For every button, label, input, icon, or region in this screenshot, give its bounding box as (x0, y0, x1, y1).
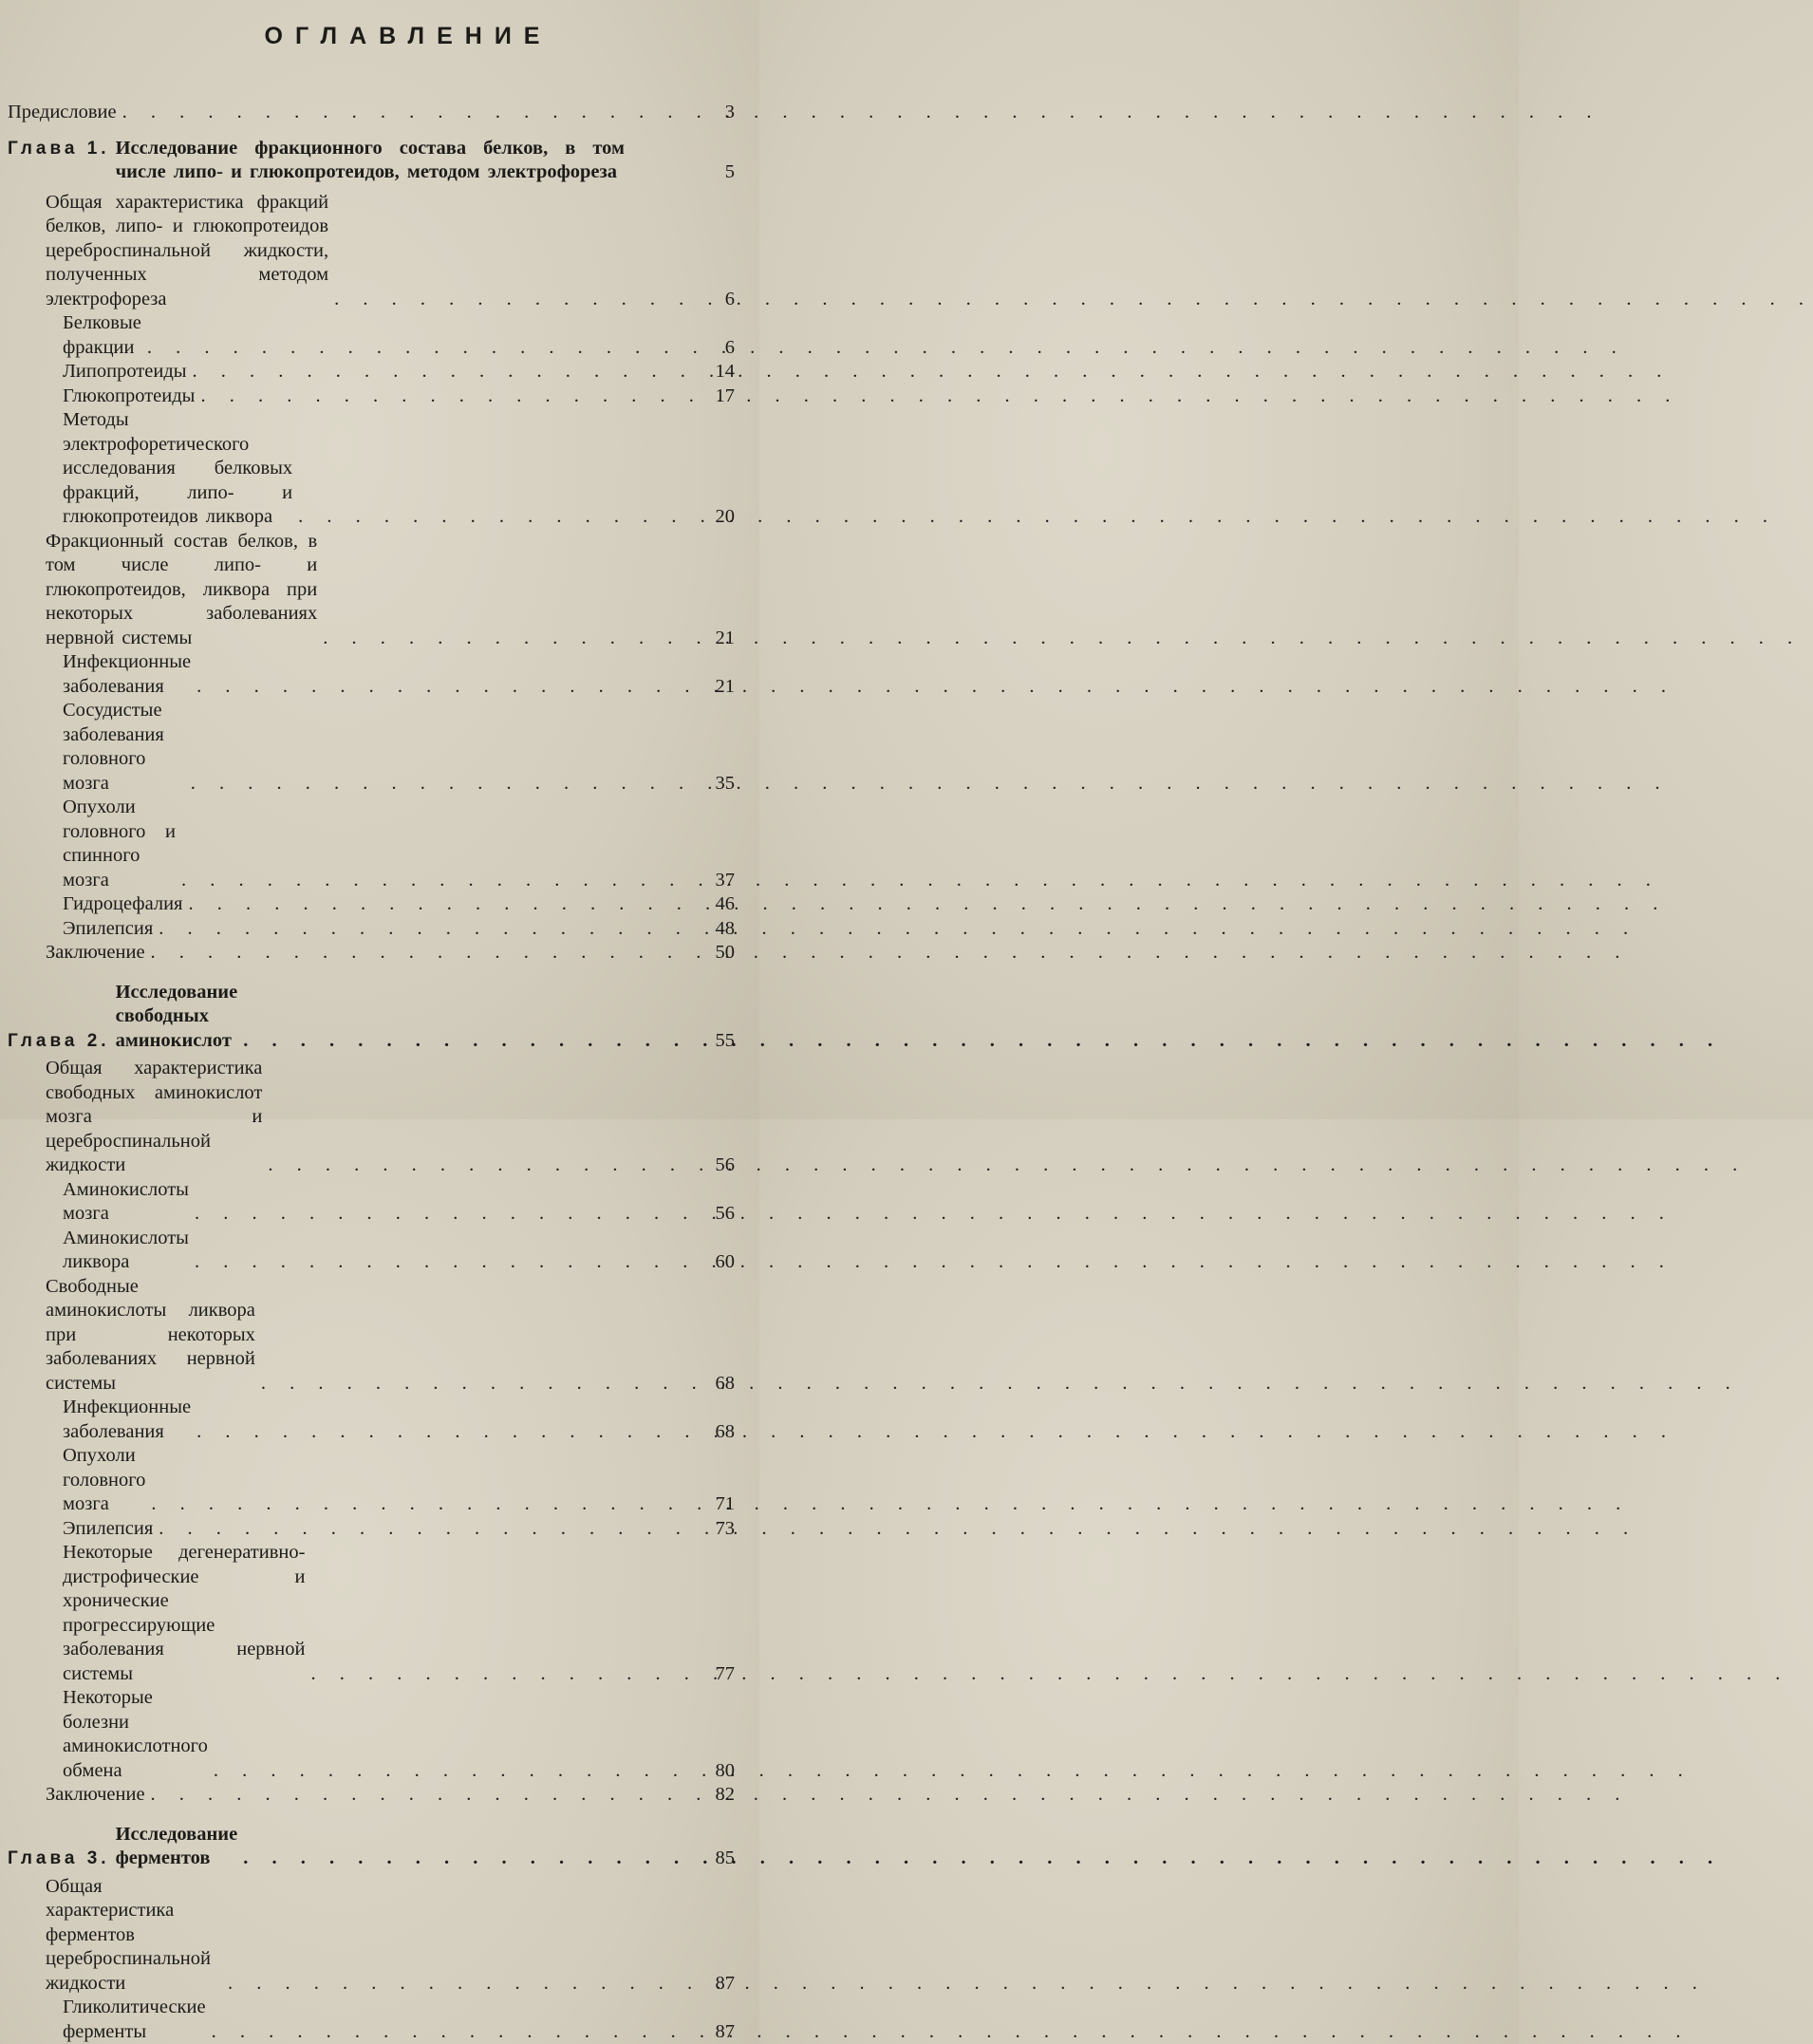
table-of-contents (0, 101, 759, 2044)
toc-entry[interactable] (0, 1227, 759, 1275)
toc-page-number: 87 (710, 2020, 735, 2044)
toc-chapter-3[interactable] (0, 1823, 759, 1871)
dot-leader (151, 941, 702, 966)
toc-page-number: 35 (710, 772, 735, 797)
dot-leader (268, 1153, 702, 1178)
book-page (0, 0, 759, 1119)
toc-entry-text: Липопротеиды (63, 360, 187, 384)
toc-entry[interactable] (0, 699, 759, 796)
toc-page-number: 50 (710, 941, 735, 966)
dot-leader (212, 2020, 702, 2044)
toc-chapter-2[interactable] (0, 981, 759, 1054)
dot-leader (334, 288, 702, 312)
toc-entry-preface[interactable] (0, 101, 759, 125)
toc-entry-text: Заключение (46, 1783, 145, 1808)
chapter-label: Глава 3. (8, 1847, 110, 1871)
toc-entry[interactable] (0, 1057, 759, 1178)
toc-page-number: 85 (710, 1847, 735, 1871)
toc-entry-text: Свободные аминокислоты ликвора при некоторых заболеваниях нервной системы (46, 1275, 255, 1397)
toc-page-number: 77 (710, 1662, 735, 1687)
toc-entry-text: Эпилепсия (63, 917, 153, 942)
toc-page-number: 6 (710, 288, 735, 312)
dot-leader (323, 627, 702, 651)
toc-entry-text: Общая характеристика ферментов цереброспинальной жидкости (46, 1875, 222, 1997)
toc-page-number: 21 (710, 675, 735, 700)
dot-leader (191, 772, 702, 797)
toc-page-number: 21 (710, 627, 735, 651)
chapter-2-entries (0, 1057, 759, 1808)
chapter-title: Исследование ферментов (116, 1823, 238, 1871)
toc-page-number: 60 (710, 1250, 735, 1275)
toc-page-number: 6 (710, 336, 735, 361)
toc-entry[interactable] (0, 941, 759, 966)
toc-entry[interactable] (0, 1875, 759, 1997)
dot-leader (151, 1783, 702, 1808)
dot-leader (196, 675, 702, 700)
toc-entry-text: Глюкопротеиды (63, 384, 195, 409)
toc-entry-text: Предисловие (8, 101, 117, 125)
toc-chapter-1[interactable] (0, 137, 759, 185)
dot-leader (193, 360, 702, 384)
dot-leader (196, 1420, 702, 1445)
chapter-label: Глава 1. (8, 137, 110, 161)
dot-leader (228, 1972, 702, 1997)
toc-page-number: 3 (710, 101, 735, 125)
toc-page-number: 37 (710, 869, 735, 893)
toc-page-number: 56 (710, 1153, 735, 1178)
toc-entry[interactable] (0, 530, 759, 651)
dot-leader (159, 917, 702, 942)
chapter-label: Глава 2. (8, 1029, 110, 1054)
toc-entry-text: Сосудистые заболевания головного мозга (63, 699, 185, 796)
toc-entry[interactable] (0, 191, 759, 312)
toc-entry[interactable] (0, 796, 759, 892)
toc-entry-text: Аминокислоты мозга (63, 1178, 189, 1227)
toc-page-number: 46 (710, 892, 735, 917)
toc-entry-text: Белковые фракции (63, 311, 141, 360)
dot-leader (243, 1029, 702, 1054)
toc-entry[interactable] (0, 1783, 759, 1808)
toc-page-number: 80 (710, 1759, 735, 1784)
dot-leader (298, 505, 702, 530)
chapter-1-entries (0, 191, 759, 966)
toc-entry[interactable] (0, 917, 759, 942)
toc-entry[interactable] (0, 408, 759, 530)
toc-page-number: 68 (710, 1372, 735, 1397)
toc-entry-text: Опухоли головного и спинного мозга (63, 796, 176, 892)
toc-entry-text: Аминокислоты ликвора (63, 1227, 189, 1275)
toc-entry[interactable] (0, 1996, 759, 2044)
toc-entry[interactable] (0, 892, 759, 917)
dot-leader (214, 1759, 702, 1784)
toc-page-number: 20 (710, 505, 735, 530)
toc-entry-text: Опухоли головного мозга (63, 1444, 145, 1517)
toc-entry[interactable] (0, 360, 759, 384)
dot-leader (159, 1517, 702, 1542)
toc-page-number: 73 (710, 1517, 735, 1542)
toc-entry-text: Эпилепсия (63, 1517, 153, 1542)
toc-page-number: 87 (710, 1972, 735, 1997)
chapter-title: Исследование фракционного состава белков, в том числе липо- и глюкопротеидов, методом электрофореза (116, 137, 710, 185)
toc-entry-text: Методы электрофоретического исследования белковых фракций, липо- и глюкопротеидов ликвора (63, 408, 292, 530)
toc-entry-text: Инфекционные заболевания (63, 650, 191, 699)
dot-leader (195, 1250, 702, 1275)
dot-leader (200, 384, 702, 409)
toc-entry-text: Гликолитические ферменты (63, 1996, 206, 2044)
toc-page-number: 68 (710, 1420, 735, 1445)
toc-entry-text: Некоторые дегенеративно-дистрофические и хронические прогрессирующие заболевания нервной системы (63, 1541, 305, 1686)
toc-entry[interactable] (0, 384, 759, 409)
toc-page-number: 71 (710, 1492, 735, 1517)
toc-page-number: 17 (710, 384, 735, 409)
toc-entry-text: Фракционный состав белков, в том числе липо- и глюкопротеидов, ликвора при некоторых заболеваниях нервной системы (46, 530, 317, 651)
dot-leader (243, 1847, 702, 1871)
toc-page-number: 82 (710, 1783, 735, 1808)
toc-entry-text: Некоторые болезни аминокислотного обмена (63, 1686, 208, 1783)
toc-entry-text: Гидроцефалия (63, 892, 182, 917)
toc-entry[interactable] (0, 1178, 759, 1227)
toc-entry-text: Общая характеристика фракций белков, липо- и глюкопротеидов цереброспинальной жидкости, полученных методом электрофореза (46, 191, 328, 312)
toc-entry[interactable] (0, 650, 759, 699)
toc-entry[interactable] (0, 1541, 759, 1686)
toc-page-number: 48 (710, 917, 735, 942)
dot-leader (195, 1202, 702, 1227)
toc-page-number: 5 (710, 160, 735, 185)
toc-page-number: 55 (710, 1029, 735, 1054)
dot-leader (151, 1492, 702, 1517)
toc-entry[interactable] (0, 1517, 759, 1542)
chapter-title: Исследование свободных аминокислот (116, 981, 238, 1054)
toc-entry[interactable] (0, 1396, 759, 1444)
toc-entry[interactable] (0, 311, 759, 360)
toc-entry[interactable] (0, 1686, 759, 1783)
dot-leader (147, 336, 702, 361)
chapter-3-entries (0, 1875, 759, 2044)
dot-leader (181, 869, 702, 893)
toc-page-number: 14 (710, 360, 735, 384)
page-title: ОГЛАВЛЕНИЕ (57, 21, 759, 51)
toc-entry-text: Общая характеристика свободных аминокислот мозга и цереброспинальной жидкости (46, 1057, 262, 1178)
dot-leader (188, 892, 702, 917)
dot-leader (261, 1372, 702, 1397)
toc-entry[interactable] (0, 1444, 759, 1517)
toc-entry-text: Заключение (46, 941, 145, 966)
toc-page-number: 56 (710, 1202, 735, 1227)
toc-entry-text: Инфекционные заболевания (63, 1396, 191, 1444)
dot-leader (310, 1662, 702, 1687)
dot-leader (122, 101, 702, 125)
toc-entry[interactable] (0, 1275, 759, 1397)
